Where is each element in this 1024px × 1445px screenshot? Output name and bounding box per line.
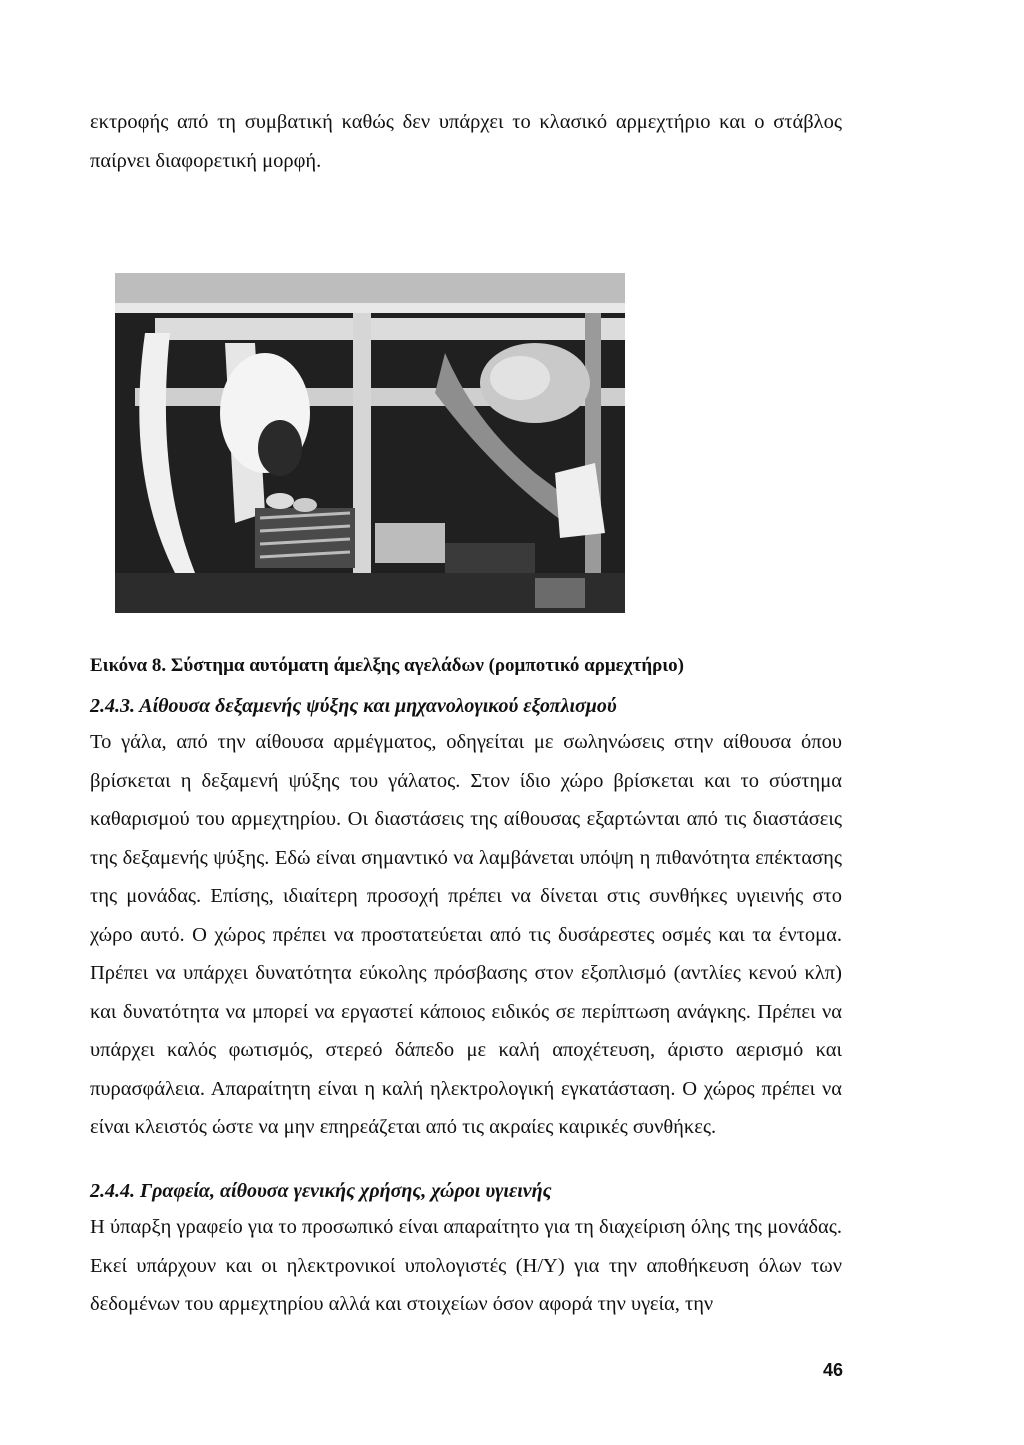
figure-caption: Εικόνα 8. Σύστημα αυτόματη άμελξης αγελάδων (ρομποτικό αρμεχτήριο) [90, 655, 685, 676]
page-number: 46 [823, 1360, 844, 1380]
section-heading-2-4-4: 2.4.4. Γραφεία, αίθουσα γενικής χρήσης, χώροι υγιεινής [90, 1180, 552, 1202]
intro-paragraph: εκτροφής από τη συμβατική καθώς δεν υπάρχει το κλασικό αρμεχτήριο και ο στάβλος παίρνει διαφορετική μορφή. [90, 111, 842, 172]
robotic-milking-photo [115, 273, 625, 613]
section-heading-2-4-3: 2.4.3. Αίθουσα δεξαμενής ψύξης και μηχανολογικού εξοπλισμού [90, 695, 617, 717]
section-paragraph-2-4-4: Η ύπαρξη γραφείο για το προσωπικό είναι απαραίτητο για τη διαχείριση όλης της μονάδας. Εκεί υπάρχουν και οι ηλεκτρονικοί υπολογιστές (Η/Υ) για την αποθήκευση όλων των δεδομένων του αρμεχτηρίου αλλά και στοιχείων όσον αφορά την υγεία, την [90, 1216, 842, 1315]
section-paragraph-2-4-3: Το γάλα, από την αίθουσα αρμέγματος, οδηγείται με σωληνώσεις στην αίθουσα όπου βρίσκεται η δεξαμενή ψύξης του γάλατος. Στον ίδιο χώρο βρίσκεται και το σύστημα καθαρισμού του αρμεχτηρίου. Οι διαστάσεις της αίθουσας εξαρτώνται από τις διαστάσεις της δεξαμενής ψύξης. Εδώ είναι σημαντικό να λαμβάνεται υπόψη η πιθανότητα επέκτασης της μονάδας. Επίσης, ιδιαίτερη προσοχή πρέπει να δίνεται στις συνθήκες υγιεινής στο χώρο αυτό. Ο χώρος πρέπει να προστατεύεται από τις δυσάρεστες οσμές και τα έντομα. Πρέπει να υπάρχει δυνατότητα εύκολης πρόσβασης στον εξοπλισμό (αντλίες κενού κλπ) και δυνατότητα να μπορεί να εργαστεί κάποιος ειδικός σε περίπτωση ανάγκης. Πρέπει να υπάρχει καλός φωτισμός, στερεό δάπεδο με καλή αποχέτευση, άριστο αερισμό και πυρασφάλεια. Απαραίτητη είναι η καλή ηλεκτρολογική εγκατάσταση. Ο χώρος πρέπει να είναι κλειστός ώστε να μην επηρεάζεται από τις ακραίες καιρικές συνθήκες. [90, 731, 842, 1138]
